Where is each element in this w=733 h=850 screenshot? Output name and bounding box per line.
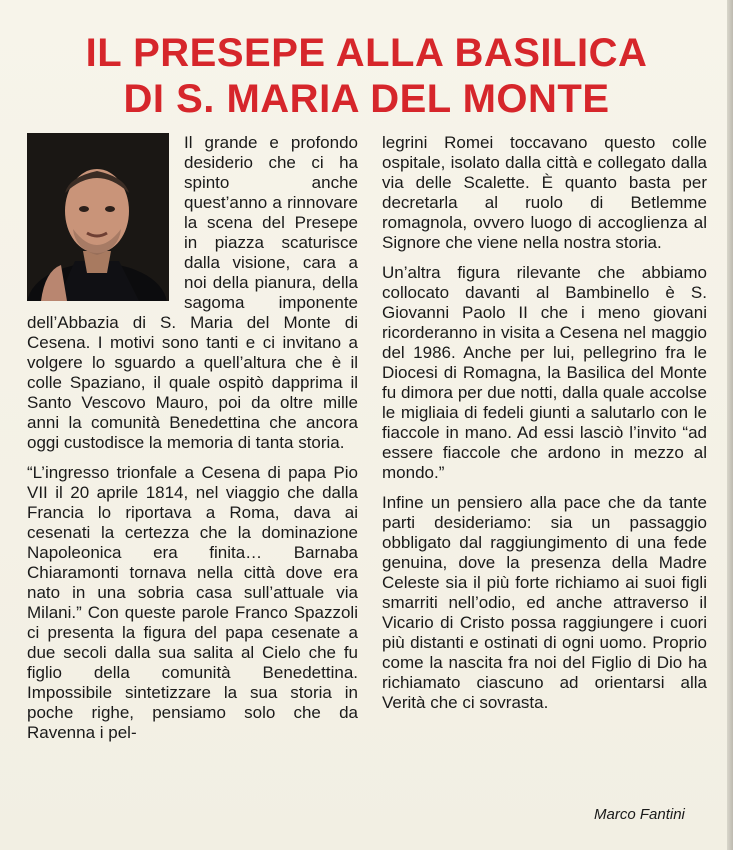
left-paragraph-2: “L’ingresso trionfale a Cesena di papa Pio VII il 20 aprile 1814, nel viaggio che dalla Francia lo riportava a Roma, dava ai cesenati la certezza che la dominazione Napoleonica era finita… Barnaba Chiaramonti tornava nella città dove era nato in una sobria casa sull’attuale via Milani.” Con queste parole Franco Spazzoli ci presenta la figura del papa cesenate a due secoli dalla sua salita al Cielo che fu figlio della comunità Benedettina. Impossibile sintetizzare la sua storia in poche righe, pensiamo solo che da Ravenna i pel- [27, 463, 358, 742]
right-paragraph-1: legrini Romei toccavano questo colle ospitale, isolato dalla città e collegato dalla via delle Scalette. È quanto basta per decretarla al ruolo di Betlemme romagnola, ovvero luogo di accoglienza al Signore che viene nella nostra storia. [382, 133, 707, 252]
page-edge [727, 0, 733, 850]
article-title [0, 30, 733, 122]
right-paragraph-3: Infine un pensiero alla pace che da tante parti desideriamo: sia un passaggio obbligato dal raggiungimento di una fede genuina, dove la presenza della Madre Celeste sia il più forte richiamo ai suoi figli smarriti nell’odio, ed anche attraverso il Vicario di Cristo possa raggiungere i cuori più distanti e ostinati di ogni uomo. Proprio come la nascita fra noi del Figlio di Dio ha richiamato ciascuno ad orientarsi alla Verità che ci sovrasta. [382, 493, 707, 712]
right-column [382, 133, 707, 723]
author-photo [27, 133, 169, 301]
author-signature: Marco Fantini [594, 806, 685, 823]
left-column [27, 133, 358, 753]
left-paragraph-1: Il grande e profondo desiderio che ci ha spinto anche quest’anno a rinnovare la scena del Presepe in piazza scaturisce dalla visione, cara a noi della pianura, della sagoma imponente dell’Abbazia di S. Maria del Monte di Cesena. I motivi sono tanti e ci invitano a volgere lo sguardo a quell’altura che è il colle Spaziano, il quale ospitò dapprima il Santo Vescovo Mauro, poi da oltre mille anni la comunità Benedettina che ancora oggi custodisce la memoria di tanta storia. [27, 133, 358, 452]
portrait-illustration [27, 133, 169, 301]
title-line-2: DI S. MARIA DEL MONTE [123, 77, 610, 121]
title-line-1: IL PRESEPE ALLA BASILICA [85, 31, 648, 75]
right-paragraph-2: Un’altra figura rilevante che abbiamo collocato davanti al Bambinello è S. Giovanni Paolo II che i meno giovani ricorderanno in visita a Cesena nel maggio del 1986. Anche per lui, pellegrino fra le Diocesi di Romagna, la Basilica del Monte fu dimora per due notti, dalla quale accolse le migliaia di fedeli giunti a salutarlo con le fiaccole in mano. Ad essi lasciò l’invito “ad essere fiaccole che ardono in mezzo al mondo.” [382, 263, 707, 482]
